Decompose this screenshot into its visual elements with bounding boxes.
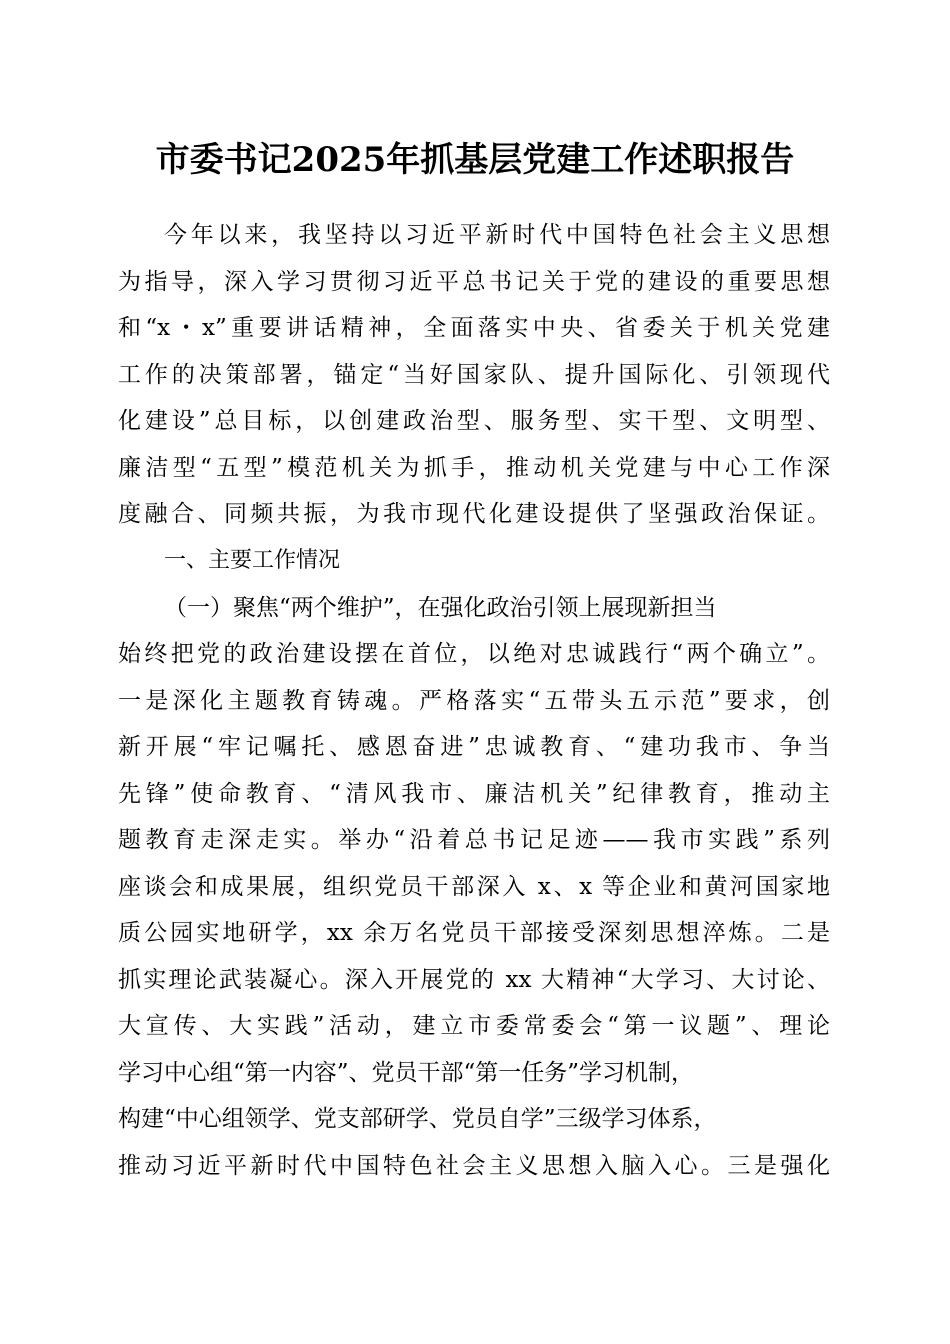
intro-paragraph: [118, 212, 830, 538]
document-title: 市委书记2025年抓基层党建工作述职报告: [155, 140, 795, 180]
text-line: 先锋”使命教育、“清风我市、廉洁机关”纪律教育，推动主: [118, 780, 830, 807]
text-line: 为指导，深入学习贯彻习近平总书记关于党的建设的重要思想: [118, 268, 830, 295]
text-line: 度融合、同频共振，为我市现代化建设提供了坚强政治保证。: [118, 501, 830, 527]
text-line: 一是深化主题教育铸魂。严格落实“五带头五示范”要求，创: [118, 687, 830, 714]
text-line: 今年以来，我坚持以习近平新时代中国特色社会主义思想: [164, 222, 830, 248]
text-line: 学习中心组“第一内容”、党员干部“第一任务”学习机制，: [118, 1059, 695, 1086]
text-line: 构建“中心组领学、党支部研学、党员自学”三级学习体系，: [118, 1106, 717, 1132]
text-line: 座谈会和成果展，组织党员干部深入 x、x 等企业和黄河国家地: [118, 873, 830, 900]
text-line: 质公园实地研学，xx 余万名党员干部接受深刻思想淬炼。二是: [118, 920, 830, 946]
text-line: 大宣传、大实践”活动，建立市委常委会“第一议题”、理论: [118, 1013, 830, 1039]
text-line: 和“x・x”重要讲话精神，全面落实中央、省委关于机关党建: [118, 315, 830, 341]
text-line: 题教育走深走实。举办“沿着总书记足迹——我市实践”系列: [118, 827, 830, 853]
text-line: 化建设”总目标，以创建政治型、服务型、实干型、文明型、: [118, 408, 830, 434]
section-heading: 一、主要工作情况: [164, 548, 341, 573]
section-1: [118, 538, 830, 1189]
subsection-heading: （一）聚焦“两个维护”，在强化政治引领上展现新担当: [164, 594, 717, 621]
text-line: 始终把党的政治建设摆在首位，以绝对忠诚践行“两个确立”。: [118, 641, 830, 667]
text-line: 抓实理论武装凝心。深入开展党的 xx 大精神“大学习、大讨论、: [118, 966, 830, 993]
text-line: 新开展“牢记嘱托、感恩奋进”忠诚教育、“建功我市、争当: [118, 734, 830, 760]
text-line: 推动习近平新时代中国特色社会主义思想入脑入心。三是强化: [118, 1152, 830, 1179]
text-line: 廉洁型“五型”模范机关为抓手，推动机关党建与中心工作深: [118, 454, 830, 481]
text-line: 工作的决策部署，锚定“当好国家队、提升国际化、引领现代: [118, 361, 830, 388]
